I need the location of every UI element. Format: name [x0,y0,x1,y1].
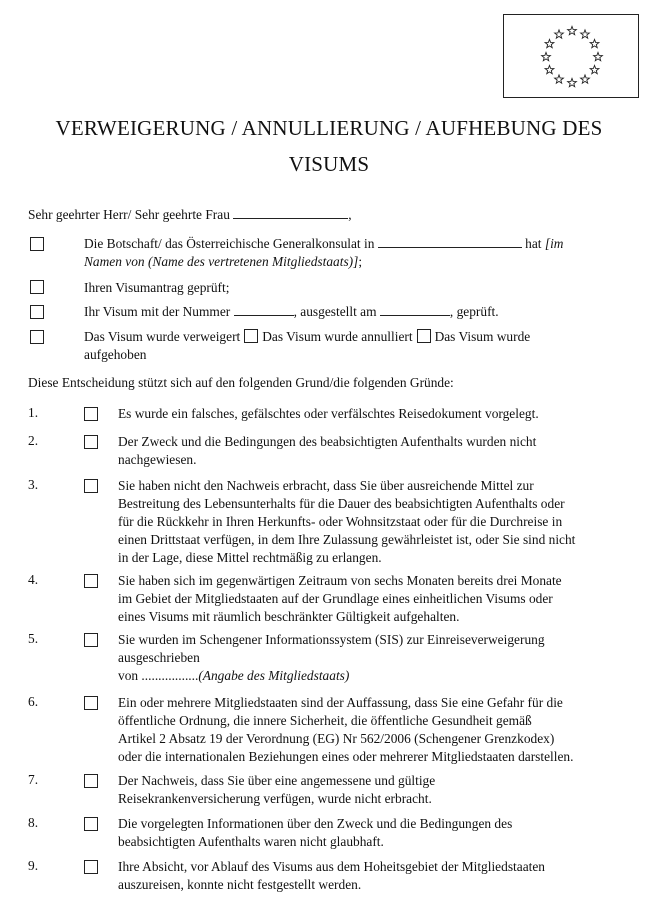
reason-checkbox[interactable] [84,696,98,710]
star-icon [581,75,590,83]
reason-text-line: Sie haben sich im gegenwärtigen Zeitraum von sechs Monaten bereits drei Monate [118,573,562,588]
reason-number: 7. [28,772,39,787]
star-icon [590,65,599,73]
star-icon [555,30,564,38]
star-icon [545,39,554,47]
revoked-checkbox[interactable] [417,329,431,343]
reason-text-line: einen Drittstaat verfügen, in dem Ihre Zulassung gewährleistet ist, oder Sie sind nicht [118,532,576,547]
reason-text-line: in der Lage, diese Mittel rechtmäßig zu erlangen. [118,550,382,565]
salutation-line: Sehr geehrter Herr/ Sehr geehrte Frau , [28,207,352,222]
star-icon [581,30,590,38]
refused-text: Das Visum wurde verweigert [84,329,241,344]
issue-date-field[interactable] [380,303,450,316]
reason-checkbox[interactable] [84,435,98,449]
decision-line2: aufgehoben [84,347,147,362]
checked-text: , geprüft. [449,304,499,319]
reason-text-line: Der Nachweis, dass Sie über eine angemessene und gültige [118,773,436,788]
salutation-name-field[interactable] [233,206,348,219]
reason-text-line: Ihre Absicht, vor Ablauf des Visums aus dem Hoheitsgebiet der Mitgliedstaaten [118,859,545,874]
embassy-line2 [84,253,362,271]
reason-number: 5. [28,631,39,646]
reason-number: 4. [28,572,39,587]
reason-checkbox[interactable] [84,633,98,647]
reason-checkbox[interactable] [84,774,98,788]
visa-number-line [84,303,499,321]
application-checkbox[interactable] [30,280,44,294]
star-icon [542,52,551,60]
reason-text-line: Artikel 2 Absatz 19 der Verordnung (EG) Nr 562/2006 (Schengener Grenzkodex) [118,731,555,746]
embassy-checkbox[interactable] [30,237,44,251]
reason-text-line: ausgeschrieben [118,650,200,665]
member-state-field[interactable]: von ................. [118,668,199,683]
application-text: Ihren Visumantrag geprüft; [84,280,230,295]
star-icon [568,26,577,34]
represented-state-text: Namen von (Name des vertretenen Mitgliedstaats)] [84,254,359,269]
visa-number-field[interactable] [234,303,294,316]
salutation-text: Sehr geehrter Herr/ Sehr geehrte Frau [28,207,230,222]
reason-checkbox[interactable] [84,860,98,874]
reason-text-line: Bestreitung des Lebensunterhalts für die Dauer des beabsichtigten Aufenthalts oder [118,496,565,511]
star-icon [568,78,577,86]
reason-checkbox[interactable] [84,817,98,831]
reason-text-line: Die vorgelegten Informationen über den Zweck und die Bedingungen des [118,816,513,831]
embassy-location-field[interactable] [378,235,522,248]
star-icon [594,52,603,60]
reason-text-line: oder die internationalen Beziehungen eines oder mehrerer Mitgliedstaaten darstellen. [118,749,574,764]
embassy-im: [im [544,236,564,251]
reason-text-line: nachgewiesen. [118,452,197,467]
decision-line1 [84,328,530,346]
embassy-line1 [84,235,563,253]
member-state-note: (Angabe des Mitgliedstaats) [198,668,350,683]
reason-checkbox[interactable] [84,574,98,588]
annulled-text: Das Visum wurde annulliert [262,329,413,344]
star-icon [590,39,599,47]
embassy-semicolon: ; [358,254,363,269]
page-title-line2: VISUMS [288,152,370,176]
eu-flag-icon [504,15,640,99]
visa-number-text: Ihr Visum mit der Nummer [84,304,231,319]
embassy-text: Die Botschaft/ das Österreichische Generalkonsulat in [84,236,375,251]
reason-text-line: im Gebiet der Mitgliedstaaten auf der Grundlage eines einheitlichen Visums oder [118,591,553,606]
eu-flag [503,14,639,98]
reason-number: 3. [28,477,39,492]
reason-text-line: auszureisen, konnte nicht festgestellt werden. [118,877,362,892]
reason-number: 9. [28,858,39,873]
reason-number: 6. [28,694,39,709]
reason-text-line: Sie haben nicht den Nachweis erbracht, dass Sie über ausreichende Mittel zur [118,478,534,493]
decision-checkbox[interactable] [30,330,44,344]
reason-text-line: für die Rückkehr in Ihren Herkunfts- oder Wohnsitzstaat oder für die Durchreise in [118,514,563,529]
reason-text-line: Es wurde ein falsches, gefälschtes oder verfälschtes Reisedokument vorgelegt. [118,406,539,421]
reason-number: 8. [28,815,39,830]
annulled-checkbox[interactable] [244,329,258,343]
reason-text-line: öffentliche Ordnung, die innere Sicherheit, die öffentliche Gesundheit gemäß [118,713,532,728]
page-title-line1: VERWEIGERUNG / ANNULLIERUNG / AUFHEBUNG DES [55,116,603,140]
reason-checkbox[interactable] [84,479,98,493]
member-state-line [118,667,349,685]
star-icon [545,65,554,73]
reason-number: 2. [28,433,39,448]
embassy-hat: hat [525,236,542,251]
revoked-text: Das Visum wurde [434,329,531,344]
reason-number: 1. [28,405,39,420]
grounds-intro: Diese Entscheidung stützt sich auf den folgenden Grund/die folgenden Gründe: [28,375,454,390]
visa-number-checkbox[interactable] [30,305,44,319]
star-icon [555,75,564,83]
reason-checkbox[interactable] [84,407,98,421]
reason-text-line: Reisekrankenversicherung verfügen, wurde nicht erbracht. [118,791,432,806]
reason-text-line: Ein oder mehrere Mitgliedstaaten sind der Auffassung, dass Sie eine Gefahr für die [118,695,563,710]
reason-text-line: eines Visums mit räumlich beschränkter Gültigkeit aufgehalten. [118,609,460,624]
reason-text-line: Der Zweck und die Bedingungen des beabsichtigten Aufenthalts wurden nicht [118,434,537,449]
issued-text: , ausgestellt am [293,304,377,319]
reason-text-line: beabsichtigten Aufenthalts waren nicht glaubhaft. [118,834,384,849]
reason-text-line: Sie wurden im Schengener Informationssystem (SIS) zur Einreiseverweigerung [118,632,545,647]
